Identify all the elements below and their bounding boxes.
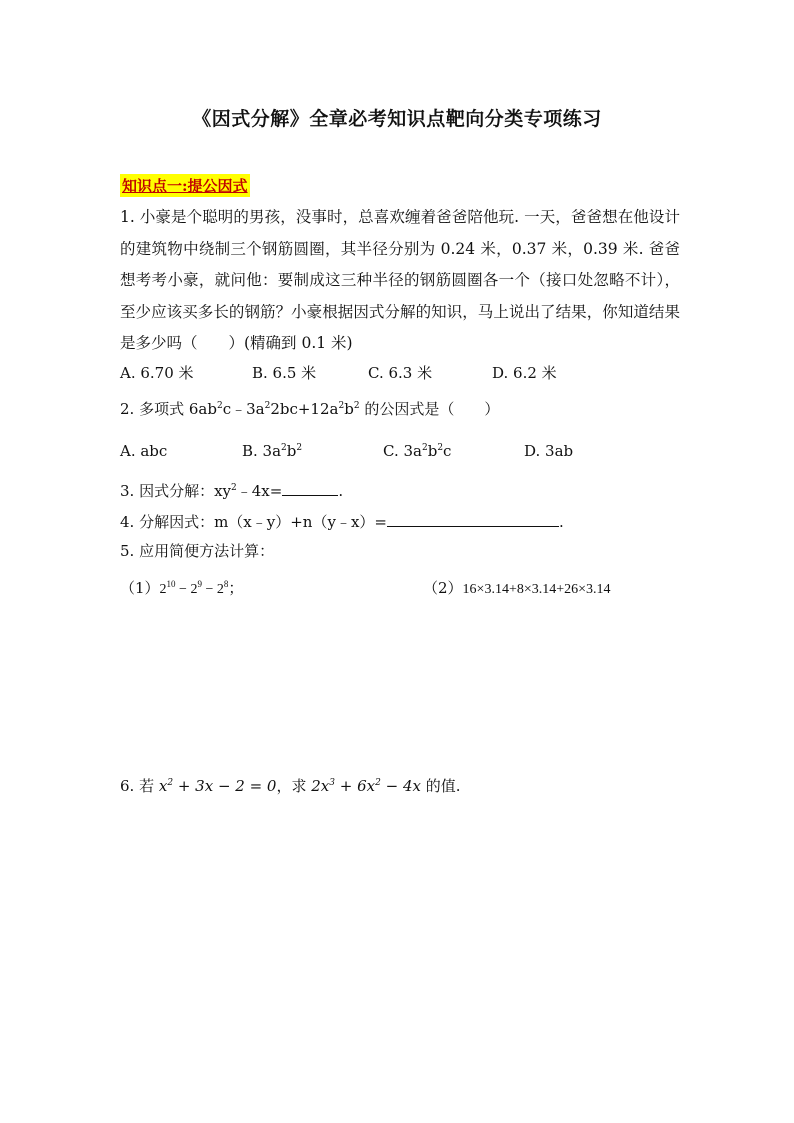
q1-option-c: C. 6.3 米: [368, 364, 433, 382]
q2-suffix: 的公因式是（ ）: [359, 400, 500, 418]
q2-option-a: A. abc: [120, 442, 168, 460]
q2-expression: $6ab^2c﹣3a^22bc+12a^2b^2$: [188, 400, 360, 418]
question-5: 5. 应用简便方法计算：: [120, 542, 275, 560]
q2-option-c: C. $3a^2b^2c$: [383, 442, 452, 460]
question-3: 3. 因式分解：$xy^2﹣4x=$ .: [120, 479, 343, 501]
page-title: 《因式分解》全章必考知识点靶向分类专项练习: [192, 108, 602, 130]
question-4: 4. 分解因式：m（x﹣y）+n（y﹣x）= .: [120, 510, 564, 532]
q5-part-1: $(1)2^{10} - 2^9 - 2^8$；: [120, 579, 244, 597]
q1-option-a: A. 6.70 米: [120, 364, 194, 382]
q4-answer-blank[interactable]: [387, 510, 559, 527]
q5-part-2: （2）16×3.14+8×3.14+26×3.14: [423, 579, 611, 597]
q1-option-b: B. 6.5 米: [252, 364, 317, 382]
q3-answer-blank[interactable]: [282, 479, 338, 496]
q2-option-b: B. $3a^2b^2$: [242, 442, 303, 460]
q1-option-d: D. 6.2 米: [492, 364, 557, 382]
q2-prefix: 2. 多项式: [120, 400, 189, 418]
question-6: 6. 若 $x^2 + 3x - 2 = 0$，求 $2x^3 + 6x^2 - 4x$ 的值.: [120, 777, 461, 795]
question-2: [120, 399, 499, 419]
question-1-text: 1. 小豪是个聪明的男孩，没事时，总喜欢缠着爸爸陪他玩. 一天，爸爸想在他设计的建筑物中绕制三个钢筋圆圈，其半径分别为 0.24 米，0.37 米，0.39 米. 爸爸想考考小豪，就问他：要制成这三种半径的钢筋圆圈各一个（接口处忽略不计），至少应该买多长的钢筋？小豪根据因式分解的知识，马上说出了结果，你知道结果是多少吗（ ）(精确到 0.1 米): [120, 208, 680, 352]
q2-option-d: D. 3ab: [524, 442, 574, 460]
section-heading: 知识点一:提公因式: [120, 174, 250, 197]
